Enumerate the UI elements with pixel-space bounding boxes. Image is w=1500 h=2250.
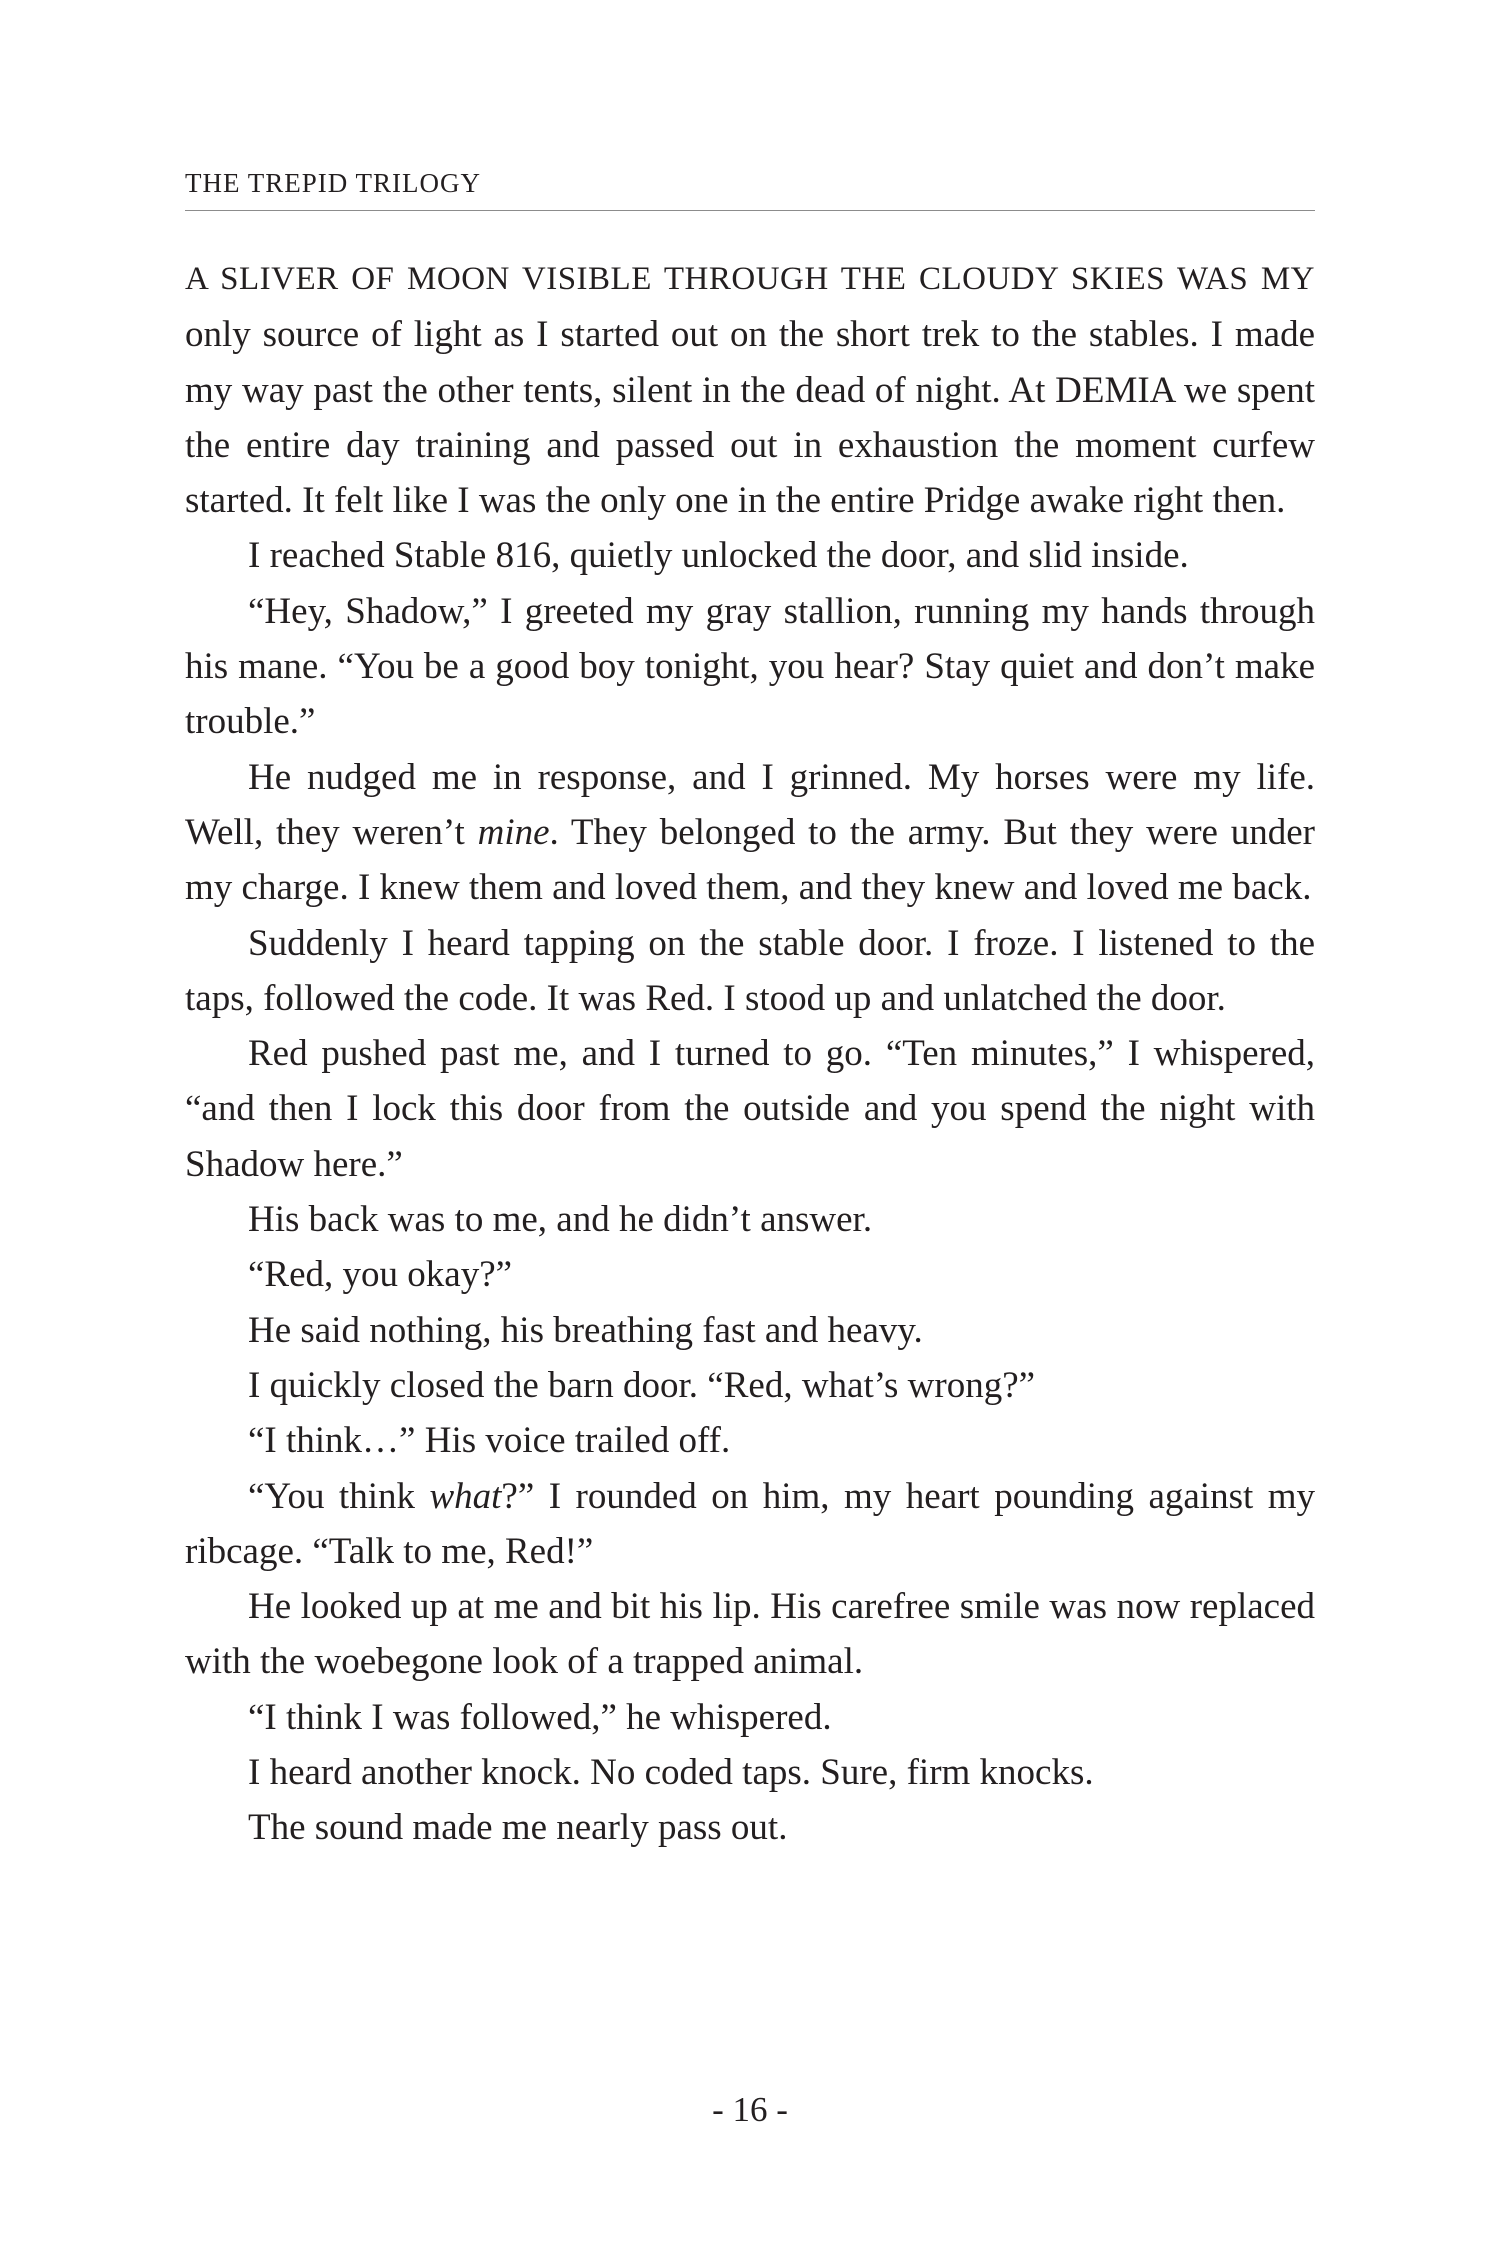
paragraph-7: His back was to me, and he didn’t answer. — [248, 1199, 873, 1241]
paragraph-text: ?” I rounded on him, my heart pounding against my ribcage. “Talk to me, Red!” — [185, 1475, 1315, 1572]
paragraph-text: He nudged me in response, and I grinned. My horses were my life. Well, they weren’t — [185, 756, 1315, 853]
paragraph-13: He looked up at me and bit his lip. His carefree smile was now replaced with the woebegone look of a trapped animal. — [185, 1586, 1315, 1683]
paragraph-4 — [185, 750, 1315, 916]
page-number: - 16 - — [712, 2090, 788, 2129]
paragraph-15: I heard another knock. No coded taps. Sure, firm knocks. — [248, 1752, 1094, 1794]
paragraph-16: The sound made me nearly pass out. — [248, 1807, 788, 1849]
paragraph-8: “Red, you okay?” — [248, 1254, 513, 1296]
paragraph-6: Red pushed past me, and I turned to go. “Ten minutes,” I whispered, “and then I lock this door from the outside and you spend the night with Shadow here.” — [185, 1033, 1315, 1185]
paragraph-9: He said nothing, his breathing fast and heavy. — [248, 1309, 923, 1351]
paragraph-12 — [185, 1469, 1315, 1580]
italic-emphasis: mine — [477, 811, 550, 853]
running-title: THE TREPID TRILOGY — [185, 168, 481, 198]
italic-emphasis: what — [429, 1475, 502, 1517]
paragraph-10: I quickly closed the barn door. “Red, what’s wrong?” — [248, 1364, 1036, 1406]
paragraph-text: . They belonged to the army. But they were under my charge. I knew them and loved them, and they knew and loved me back. — [185, 811, 1316, 909]
body-text — [185, 250, 1315, 1856]
paragraph-5: Suddenly I heard tapping on the stable door. I froze. I listened to the taps, followed the code. It was Red. I stood up and unlatched the door. — [185, 922, 1315, 1019]
chapter-opening-lead: A SLIVER OF MOON VISIBLE THROUGH THE CLOUDY SKIES WAS MY — [185, 261, 1315, 297]
paragraph-text: “You think — [248, 1475, 430, 1517]
paragraph-14: “I think I was followed,” he whispered. — [248, 1696, 832, 1738]
paragraph-3: “Hey, Shadow,” I greeted my gray stallion, running my hands through his mane. “You be a good boy tonight, you hear? Stay quiet and don’t make trouble.” — [185, 590, 1315, 743]
paragraph-1 — [185, 250, 1315, 528]
paragraph-2: I reached Stable 816, quietly unlocked the door, and slid inside. — [248, 535, 1189, 577]
paragraph-text: only source of light as I started out on the short trek to the stables. I made my way past the other tents, silent in the dead of night. At DEMIA we spent the entire day training and passed out in exhaustion the moment curfew started. It felt like I was the only one in the entire Pridge awake right then. — [185, 314, 1315, 522]
header-rule — [185, 210, 1315, 211]
paragraph-11: “I think…” His voice trailed off. — [248, 1420, 731, 1462]
